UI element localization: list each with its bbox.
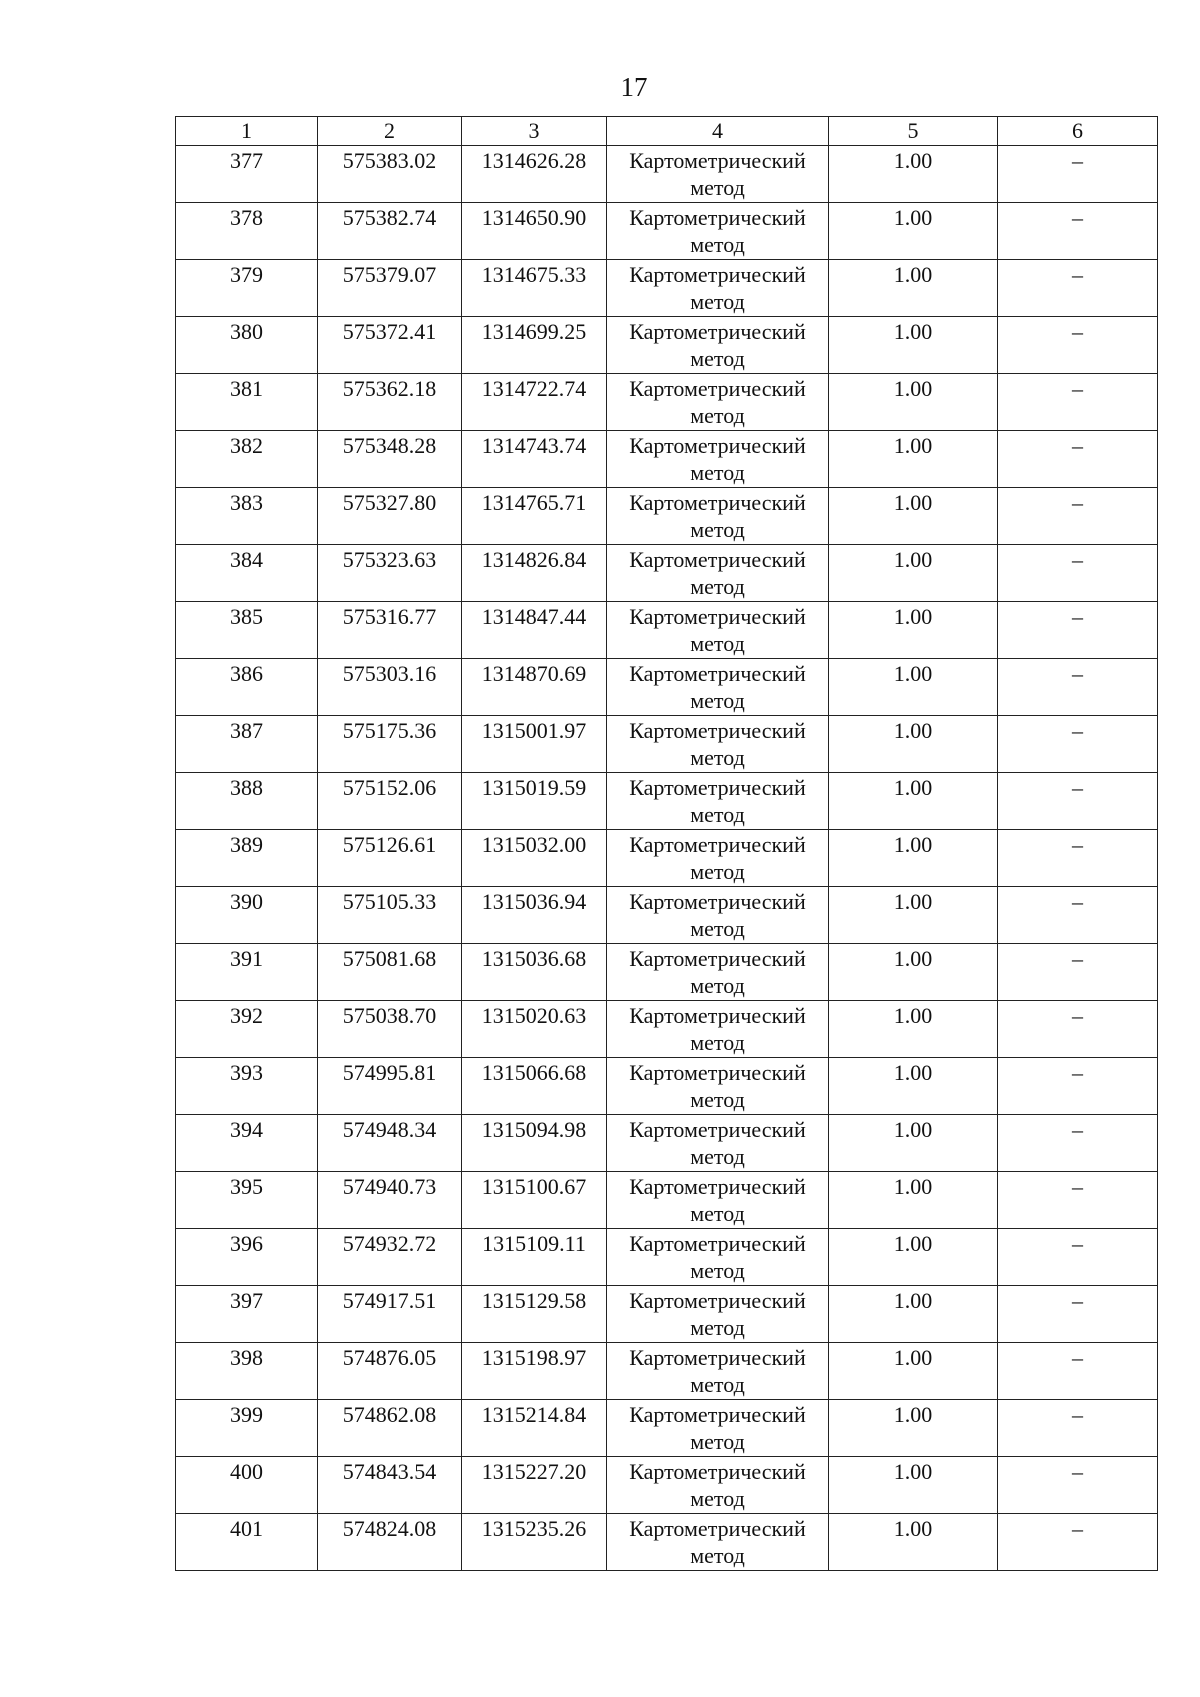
y-coordinate-cell: 1315036.94 <box>462 887 607 944</box>
method-cell: Картометрический метод <box>607 1172 829 1229</box>
method-cell: Картометрический метод <box>607 488 829 545</box>
description-cell: – <box>998 1058 1158 1115</box>
x-coordinate-cell: 575327.80 <box>318 488 462 545</box>
y-coordinate-cell: 1315109.11 <box>462 1229 607 1286</box>
y-coordinate-cell: 1314765.71 <box>462 488 607 545</box>
table-row <box>176 1457 1158 1514</box>
table-body <box>176 146 1158 1571</box>
table-row <box>176 887 1158 944</box>
accuracy-cell: 1.00 <box>829 659 998 716</box>
accuracy-cell: 1.00 <box>829 773 998 830</box>
accuracy-cell: 1.00 <box>829 944 998 1001</box>
description-cell: – <box>998 317 1158 374</box>
point-number-cell: 388 <box>176 773 318 830</box>
table-row <box>176 1001 1158 1058</box>
method-cell: Картометрический метод <box>607 716 829 773</box>
point-number-cell: 387 <box>176 716 318 773</box>
y-coordinate-cell: 1315100.67 <box>462 1172 607 1229</box>
point-number-cell: 389 <box>176 830 318 887</box>
table-row <box>176 146 1158 203</box>
x-coordinate-cell: 574862.08 <box>318 1400 462 1457</box>
table-row <box>176 773 1158 830</box>
x-coordinate-cell: 575126.61 <box>318 830 462 887</box>
accuracy-cell: 1.00 <box>829 1514 998 1571</box>
point-number-cell: 391 <box>176 944 318 1001</box>
table-row <box>176 1172 1158 1229</box>
accuracy-cell: 1.00 <box>829 1172 998 1229</box>
table-row <box>176 203 1158 260</box>
description-cell: – <box>998 488 1158 545</box>
method-cell: Картометрический метод <box>607 1457 829 1514</box>
accuracy-cell: 1.00 <box>829 1400 998 1457</box>
description-cell: – <box>998 260 1158 317</box>
x-coordinate-cell: 574876.05 <box>318 1343 462 1400</box>
point-number-cell: 378 <box>176 203 318 260</box>
point-number-cell: 394 <box>176 1115 318 1172</box>
x-coordinate-cell: 574917.51 <box>318 1286 462 1343</box>
description-cell: – <box>998 146 1158 203</box>
x-coordinate-cell: 574995.81 <box>318 1058 462 1115</box>
method-cell: Картометрический метод <box>607 1514 829 1571</box>
column-header: 4 <box>607 117 829 146</box>
x-coordinate-cell: 575152.06 <box>318 773 462 830</box>
table-row <box>176 1058 1158 1115</box>
x-coordinate-cell: 575362.18 <box>318 374 462 431</box>
point-number-cell: 377 <box>176 146 318 203</box>
method-cell: Картометрический метод <box>607 1343 829 1400</box>
method-cell: Картометрический метод <box>607 374 829 431</box>
point-number-cell: 400 <box>176 1457 318 1514</box>
accuracy-cell: 1.00 <box>829 1229 998 1286</box>
method-cell: Картометрический метод <box>607 317 829 374</box>
description-cell: – <box>998 1457 1158 1514</box>
y-coordinate-cell: 1314722.74 <box>462 374 607 431</box>
y-coordinate-cell: 1314870.69 <box>462 659 607 716</box>
accuracy-cell: 1.00 <box>829 1001 998 1058</box>
method-cell: Картометрический метод <box>607 1400 829 1457</box>
point-number-cell: 397 <box>176 1286 318 1343</box>
accuracy-cell: 1.00 <box>829 203 998 260</box>
description-cell: – <box>998 1229 1158 1286</box>
method-cell: Картометрический метод <box>607 887 829 944</box>
method-cell: Картометрический метод <box>607 659 829 716</box>
description-cell: – <box>998 1001 1158 1058</box>
y-coordinate-cell: 1314826.84 <box>462 545 607 602</box>
accuracy-cell: 1.00 <box>829 545 998 602</box>
accuracy-cell: 1.00 <box>829 887 998 944</box>
point-number-cell: 393 <box>176 1058 318 1115</box>
point-number-cell: 384 <box>176 545 318 602</box>
accuracy-cell: 1.00 <box>829 1115 998 1172</box>
y-coordinate-cell: 1314650.90 <box>462 203 607 260</box>
accuracy-cell: 1.00 <box>829 716 998 773</box>
point-number-cell: 379 <box>176 260 318 317</box>
point-number-cell: 383 <box>176 488 318 545</box>
description-cell: – <box>998 602 1158 659</box>
method-cell: Картометрический метод <box>607 431 829 488</box>
point-number-cell: 382 <box>176 431 318 488</box>
y-coordinate-cell: 1315066.68 <box>462 1058 607 1115</box>
y-coordinate-cell: 1315235.26 <box>462 1514 607 1571</box>
column-header: 1 <box>176 117 318 146</box>
point-number-cell: 398 <box>176 1343 318 1400</box>
description-cell: – <box>998 659 1158 716</box>
x-coordinate-cell: 574843.54 <box>318 1457 462 1514</box>
accuracy-cell: 1.00 <box>829 374 998 431</box>
x-coordinate-cell: 575175.36 <box>318 716 462 773</box>
description-cell: – <box>998 1115 1158 1172</box>
x-coordinate-cell: 575303.16 <box>318 659 462 716</box>
accuracy-cell: 1.00 <box>829 1286 998 1343</box>
description-cell: – <box>998 1172 1158 1229</box>
table-row <box>176 260 1158 317</box>
accuracy-cell: 1.00 <box>829 830 998 887</box>
y-coordinate-cell: 1315019.59 <box>462 773 607 830</box>
method-cell: Картометрический метод <box>607 203 829 260</box>
table-row <box>176 944 1158 1001</box>
x-coordinate-cell: 574948.34 <box>318 1115 462 1172</box>
description-cell: – <box>998 203 1158 260</box>
x-coordinate-cell: 575372.41 <box>318 317 462 374</box>
point-number-cell: 392 <box>176 1001 318 1058</box>
y-coordinate-cell: 1315036.68 <box>462 944 607 1001</box>
y-coordinate-cell: 1315020.63 <box>462 1001 607 1058</box>
table-row <box>176 1229 1158 1286</box>
point-number-cell: 381 <box>176 374 318 431</box>
description-cell: – <box>998 773 1158 830</box>
table-row <box>176 431 1158 488</box>
table-row <box>176 1514 1158 1571</box>
y-coordinate-cell: 1314675.33 <box>462 260 607 317</box>
accuracy-cell: 1.00 <box>829 146 998 203</box>
point-number-cell: 390 <box>176 887 318 944</box>
method-cell: Картометрический метод <box>607 1229 829 1286</box>
method-cell: Картометрический метод <box>607 146 829 203</box>
accuracy-cell: 1.00 <box>829 602 998 659</box>
x-coordinate-cell: 574824.08 <box>318 1514 462 1571</box>
method-cell: Картометрический метод <box>607 944 829 1001</box>
y-coordinate-cell: 1315032.00 <box>462 830 607 887</box>
table-row <box>176 716 1158 773</box>
method-cell: Картометрический метод <box>607 1286 829 1343</box>
description-cell: – <box>998 716 1158 773</box>
column-header: 3 <box>462 117 607 146</box>
x-coordinate-cell: 574940.73 <box>318 1172 462 1229</box>
y-coordinate-cell: 1315214.84 <box>462 1400 607 1457</box>
accuracy-cell: 1.00 <box>829 431 998 488</box>
description-cell: – <box>998 830 1158 887</box>
x-coordinate-cell: 575316.77 <box>318 602 462 659</box>
point-number-cell: 386 <box>176 659 318 716</box>
y-coordinate-cell: 1315198.97 <box>462 1343 607 1400</box>
description-cell: – <box>998 1514 1158 1571</box>
y-coordinate-cell: 1315094.98 <box>462 1115 607 1172</box>
table-row <box>176 374 1158 431</box>
x-coordinate-cell: 575038.70 <box>318 1001 462 1058</box>
y-coordinate-cell: 1314743.74 <box>462 431 607 488</box>
method-cell: Картометрический метод <box>607 1058 829 1115</box>
point-number-cell: 396 <box>176 1229 318 1286</box>
table-row <box>176 830 1158 887</box>
x-coordinate-cell: 575379.07 <box>318 260 462 317</box>
x-coordinate-cell: 574932.72 <box>318 1229 462 1286</box>
x-coordinate-cell: 575323.63 <box>318 545 462 602</box>
table-row <box>176 1286 1158 1343</box>
y-coordinate-cell: 1314847.44 <box>462 602 607 659</box>
y-coordinate-cell: 1314699.25 <box>462 317 607 374</box>
table-row <box>176 659 1158 716</box>
table-row <box>176 1115 1158 1172</box>
x-coordinate-cell: 575383.02 <box>318 146 462 203</box>
column-header: 2 <box>318 117 462 146</box>
column-header: 5 <box>829 117 998 146</box>
table-row <box>176 545 1158 602</box>
table-row <box>176 1343 1158 1400</box>
x-coordinate-cell: 575081.68 <box>318 944 462 1001</box>
description-cell: – <box>998 1286 1158 1343</box>
description-cell: – <box>998 1343 1158 1400</box>
accuracy-cell: 1.00 <box>829 488 998 545</box>
table-header-row <box>176 117 1158 146</box>
y-coordinate-cell: 1315001.97 <box>462 716 607 773</box>
x-coordinate-cell: 575105.33 <box>318 887 462 944</box>
accuracy-cell: 1.00 <box>829 1343 998 1400</box>
description-cell: – <box>998 944 1158 1001</box>
x-coordinate-cell: 575382.74 <box>318 203 462 260</box>
method-cell: Картометрический метод <box>607 602 829 659</box>
method-cell: Картометрический метод <box>607 1001 829 1058</box>
accuracy-cell: 1.00 <box>829 1058 998 1115</box>
description-cell: – <box>998 545 1158 602</box>
table-row <box>176 488 1158 545</box>
y-coordinate-cell: 1314626.28 <box>462 146 607 203</box>
method-cell: Картометрический метод <box>607 830 829 887</box>
description-cell: – <box>998 374 1158 431</box>
coordinates-table <box>175 116 1158 1571</box>
description-cell: – <box>998 1400 1158 1457</box>
method-cell: Картометрический метод <box>607 545 829 602</box>
method-cell: Картометрический метод <box>607 1115 829 1172</box>
table-row <box>176 602 1158 659</box>
column-header: 6 <box>998 117 1158 146</box>
point-number-cell: 385 <box>176 602 318 659</box>
accuracy-cell: 1.00 <box>829 260 998 317</box>
point-number-cell: 399 <box>176 1400 318 1457</box>
page-number: 17 <box>620 72 648 102</box>
accuracy-cell: 1.00 <box>829 1457 998 1514</box>
y-coordinate-cell: 1315129.58 <box>462 1286 607 1343</box>
method-cell: Картометрический метод <box>607 773 829 830</box>
y-coordinate-cell: 1315227.20 <box>462 1457 607 1514</box>
accuracy-cell: 1.00 <box>829 317 998 374</box>
point-number-cell: 401 <box>176 1514 318 1571</box>
point-number-cell: 380 <box>176 317 318 374</box>
x-coordinate-cell: 575348.28 <box>318 431 462 488</box>
point-number-cell: 395 <box>176 1172 318 1229</box>
table-row <box>176 317 1158 374</box>
method-cell: Картометрический метод <box>607 260 829 317</box>
description-cell: – <box>998 887 1158 944</box>
table-row <box>176 1400 1158 1457</box>
description-cell: – <box>998 431 1158 488</box>
